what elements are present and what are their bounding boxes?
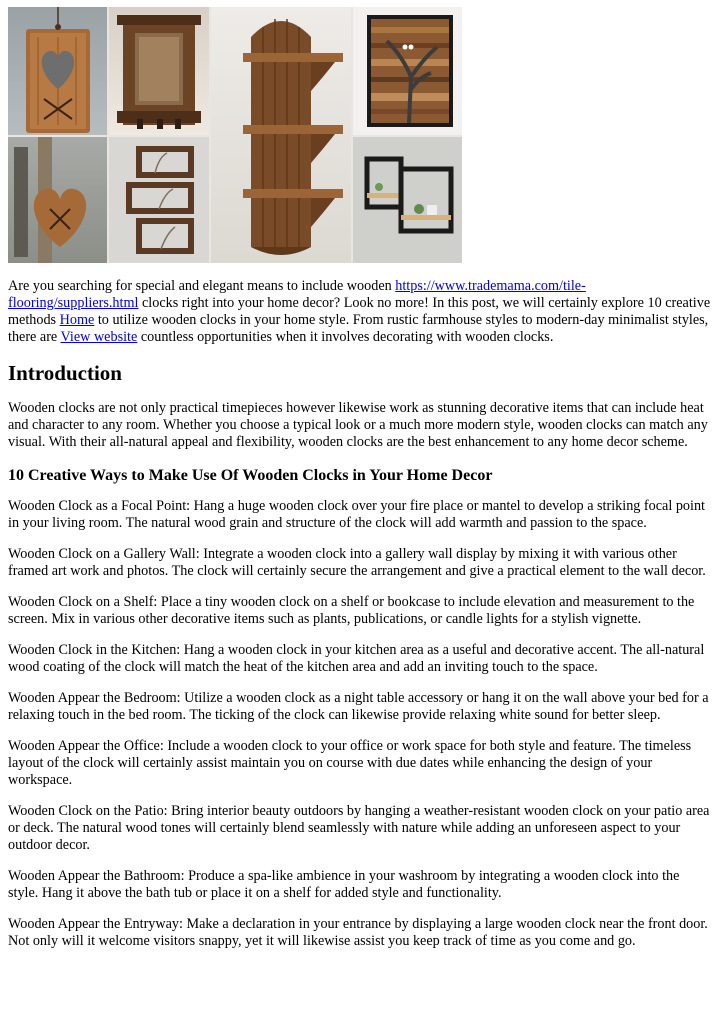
way-paragraph-bedroom: Wooden Appear the Bedroom: Utilize a wooden clock as a night table accessory or hang it on the wall above your bed for a relaxing touch in the bed room. The ticking of the clock can likewise provide relaxing white sound for better sleep. xyxy=(8,690,709,723)
way-paragraph-office: Wooden Appear the Office: Include a wooden clock to your office or work space for both style and feature. The timeless layout of the clock will certainly assist maintain you on course with due dates while enhancing the design of your workspace. xyxy=(8,738,692,788)
heart-hanger-photo xyxy=(8,137,107,263)
intro-paragraph xyxy=(8,278,712,346)
rustic-frame-icon xyxy=(109,7,209,135)
trademama-link[interactable]: https://www.trademama.com/tile-flooring/suppliers.html xyxy=(8,278,586,311)
intro-text-1: Are you searching for special and elegant means to include wooden xyxy=(8,278,396,294)
wooden-decor-collage xyxy=(8,7,462,263)
floating-shelves-icon xyxy=(109,137,209,263)
way-paragraph-shelf: Wooden Clock on a Shelf: Place a tiny wooden clock on a shelf or bookcase to include elevation and measurement to the screen. Mix in various other decorative items such as plants, publications, or candle lights for a stylish vignette. xyxy=(8,594,695,627)
document-page xyxy=(8,7,712,950)
way-paragraph-kitchen: Wooden Clock in the Kitchen: Hang a wooden clock in your kitchen area as a useful and decorative accent. The all-natural wood coating of the clock will match the heat of the kitchen area and add an inviting touch to the space. xyxy=(8,642,705,675)
way-paragraph-gallery-wall: Wooden Clock on a Gallery Wall: Integrate a wooden clock into a gallery wall display by mixing it with various other framed art work and photos. The clock will certainly secure the arrangement and give a practical element to the wall decor. xyxy=(8,546,706,579)
tree-art-photo xyxy=(353,7,462,135)
heart-sign-icon xyxy=(8,7,107,135)
view-website-link[interactable]: View website xyxy=(60,329,138,345)
wall-shelf-photo xyxy=(211,7,351,263)
way-paragraph-focal-point: Wooden Clock as a Focal Point: Hang a huge wooden clock over your fire place or mantel to develop a striking focal point in your living room. The natural wood grain and structure of the clock will add warmth and passion to the space. xyxy=(8,498,706,531)
square-shelves-photo xyxy=(353,137,462,263)
creative-ways-heading: 10 Creative Ways to Make Use Of Wooden Clocks in Your Home Decor xyxy=(8,467,493,484)
introduction-heading: Introduction xyxy=(8,361,122,385)
intro-text-4: countless opportunities when it involves decorating with wooden clocks. xyxy=(137,329,554,345)
intro-text-3: to utilize wooden clocks in your home style. From rustic farmhouse styles to modern-day minimalist styles, there are xyxy=(8,312,709,345)
rustic-frame-photo xyxy=(109,7,209,135)
wall-shelf-icon xyxy=(211,7,351,263)
intro-text-2: clocks right into your home decor? Look no more! In this post, we will certainly explore 10 creative methods xyxy=(8,295,711,328)
heart-hanger-icon xyxy=(8,137,107,263)
way-paragraph-patio: Wooden Clock on the Patio: Bring interior beauty outdoors by hanging a weather-resistant wooden clock on your patio area or deck. The natural wood tones will certainly blend seamlessly with nature while adding an unforeseen aspect to your outdoor decor. xyxy=(8,803,710,853)
tree-art-icon xyxy=(353,7,462,135)
home-link[interactable]: Home xyxy=(59,312,95,328)
introduction-paragraph: Wooden clocks are not only practical timepieces however likewise work as stunning decorative items that can include heat and character to any room. Whether you choose a typical look or a much more modern style, wooden clocks can match any visual. With their all-natural appeal and flexibility, wooden clocks are the best enhancement to any home decor scheme. xyxy=(8,400,708,450)
square-shelves-icon xyxy=(353,137,462,263)
heart-sign-photo xyxy=(8,7,107,135)
way-paragraph-bathroom: Wooden Appear the Bathroom: Produce a spa-like ambience in your washroom by integrating a wooden clock into the style. Hang it above the bath tub or place it on a shelf for added style and functionality. xyxy=(8,868,680,901)
way-paragraph-entryway: Wooden Appear the Entryway: Make a declaration in your entrance by displaying a large wooden clock near the front door. Not only will it welcome visitors snappy, yet it will likewise assist you keep track of time as you come and go. xyxy=(8,916,708,949)
floating-shelves-photo xyxy=(109,137,209,263)
